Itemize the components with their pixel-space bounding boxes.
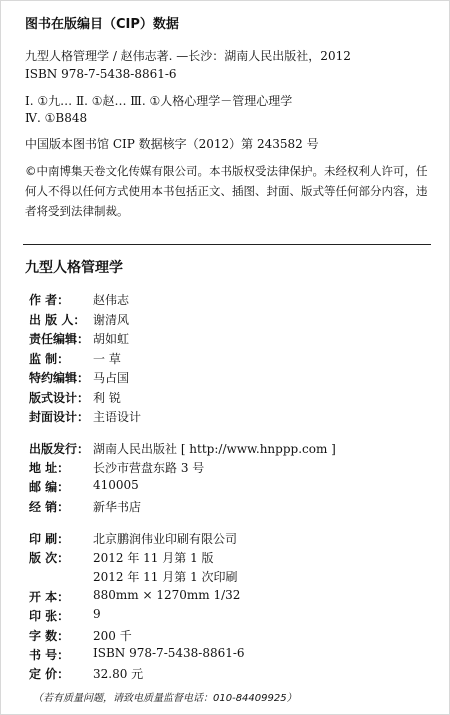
- credit-value-price: 32.80 元: [93, 667, 144, 681]
- credit-value-distribution: 湖南人民出版社 [ http://www.hnppp.com ]: [93, 442, 336, 456]
- credit-value-publisher: 谢清风: [93, 313, 130, 327]
- credit-value-supervisor: 一 草: [93, 352, 121, 366]
- credit-value-isbn: ISBN 978-7-5438-8861-6: [93, 646, 245, 660]
- credit-value-distributor: 新华书店: [93, 500, 142, 514]
- credit-value-edition: 2012 年 11 月第 1 版: [93, 551, 214, 565]
- cip-isbn-line: ISBN 978-7-5438-8861-6: [25, 67, 177, 81]
- credit-label-price: 定 价：: [29, 667, 70, 681]
- cip-title-line: 九型人格管理学 / 赵伟志著. —长沙：湖南人民出版社，2012: [25, 49, 351, 63]
- credit-label-edition: 版 次：: [29, 551, 70, 565]
- book-title: 九型人格管理学: [25, 260, 123, 276]
- credit-value-word-count: 200 千: [93, 629, 132, 643]
- credit-label-publisher: 出 版 人：: [29, 313, 86, 327]
- copyright-notice: ©中南博集天卷文化传媒有限公司。本书版权受法律保护。未经权利人许可，任何人不得以任何方式使用本书包括正文、插图、封面、版式等任何部分内容，违者将受到法律制裁。: [25, 164, 428, 218]
- credit-value-printer: 北京鹏润伟业印刷有限公司: [93, 532, 238, 546]
- credit-label-distribution: 出版发行：: [29, 442, 90, 456]
- credit-value-editor: 胡如虹: [93, 332, 130, 346]
- credit-label-distributor: 经 销：: [29, 500, 70, 514]
- cip-heading: 图书在版编目（CIP）数据: [25, 17, 179, 32]
- credit-label-supervisor: 监 制：: [29, 352, 70, 366]
- credit-value-address: 长沙市营盘东路 3 号: [93, 461, 205, 475]
- credit-label-editor: 责任编辑：: [29, 332, 90, 346]
- credit-label-author: 作 者：: [29, 293, 70, 307]
- credit-value-sheets: 9: [93, 607, 101, 621]
- credit-label-postcode: 邮 编：: [29, 480, 70, 494]
- credit-value-contract-editor: 马占国: [93, 371, 130, 385]
- credit-label-word-count: 字 数：: [29, 629, 70, 643]
- credit-label-printer: 印 刷：: [29, 532, 70, 546]
- cip-record-number: 中国版本图书馆 CIP 数据核字（2012）第 243582 号: [25, 137, 319, 151]
- credit-value-postcode: 410005: [93, 478, 139, 492]
- quality-hotline-note: （若有质量问题，请致电质量监督电话：010-84409925）: [33, 693, 297, 704]
- credit-value-layout-design: 利 锐: [93, 391, 121, 405]
- credit-label-isbn: 书 号：: [29, 648, 70, 662]
- credit-label-format: 开 本：: [29, 590, 70, 604]
- credit-label-sheets: 印 张：: [29, 609, 70, 623]
- credit-value-printing: 2012 年 11 月第 1 次印刷: [93, 570, 238, 584]
- divider-rule: [23, 244, 431, 245]
- credit-value-author: 赵伟志: [93, 293, 130, 307]
- credit-label-cover-design: 封面设计：: [29, 410, 90, 424]
- credit-value-format: 880mm × 1270mm 1/32: [93, 588, 241, 602]
- cip-classification-line: Ⅰ. ①九… Ⅱ. ①赵… Ⅲ. ①人格心理学－管理心理学: [25, 94, 293, 108]
- credit-label-layout-design: 版式设计：: [29, 391, 90, 405]
- credit-label-contract-editor: 特约编辑：: [29, 371, 90, 385]
- credit-label-address: 地 址：: [29, 461, 70, 475]
- cip-classification-number: Ⅳ. ①B848: [25, 111, 88, 125]
- credit-value-cover-design: 主语设计: [93, 410, 142, 424]
